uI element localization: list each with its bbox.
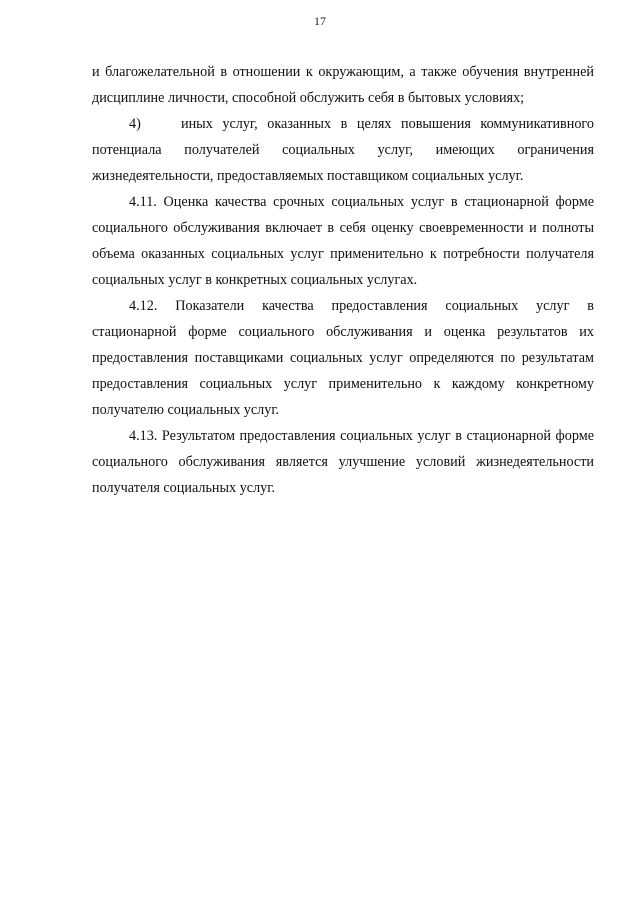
list-item-number: 4) xyxy=(129,116,141,132)
paragraph-4-13: 4.13. Результатом предоставления социальных услуг в стационарной форме социального обслуживания является улучшение условий жизнедеятельности получателя социальных услуг. xyxy=(92,428,594,496)
paragraph-4-12: 4.12. Показатели качества предоставления социальных услуг в стационарной форме социального обслуживания и оценка результатов их предоставления поставщиками социальных услуг определяются по результатам предоставления социальных услуг применительно к каждому конкретному получателю социальных услуг. xyxy=(92,298,594,418)
paragraph-continuation: и благожелательной в отношении к окружающим, а также обучения внутренней дисциплине личности, способной обслужить себя в бытовых условиях; xyxy=(92,64,594,106)
page-number: 17 xyxy=(314,14,326,28)
document-body xyxy=(92,59,594,501)
paragraph-4-11: 4.11. Оценка качества срочных социальных услуг в стационарной форме социального обслуживания включает в себя оценку своевременности и полноты объема оказанных социальных услуг применительно к потребности получателя социальных услуг в конкретных социальных услугах. xyxy=(92,194,594,288)
list-item-4 xyxy=(92,111,594,189)
list-item-text: иных услуг, оказанных в целях повышения коммуникативного потенциала получателей социальных услуг, имеющих ограничения жизнедеятельности, предоставляемых поставщиком социальных услуг. xyxy=(92,116,594,184)
